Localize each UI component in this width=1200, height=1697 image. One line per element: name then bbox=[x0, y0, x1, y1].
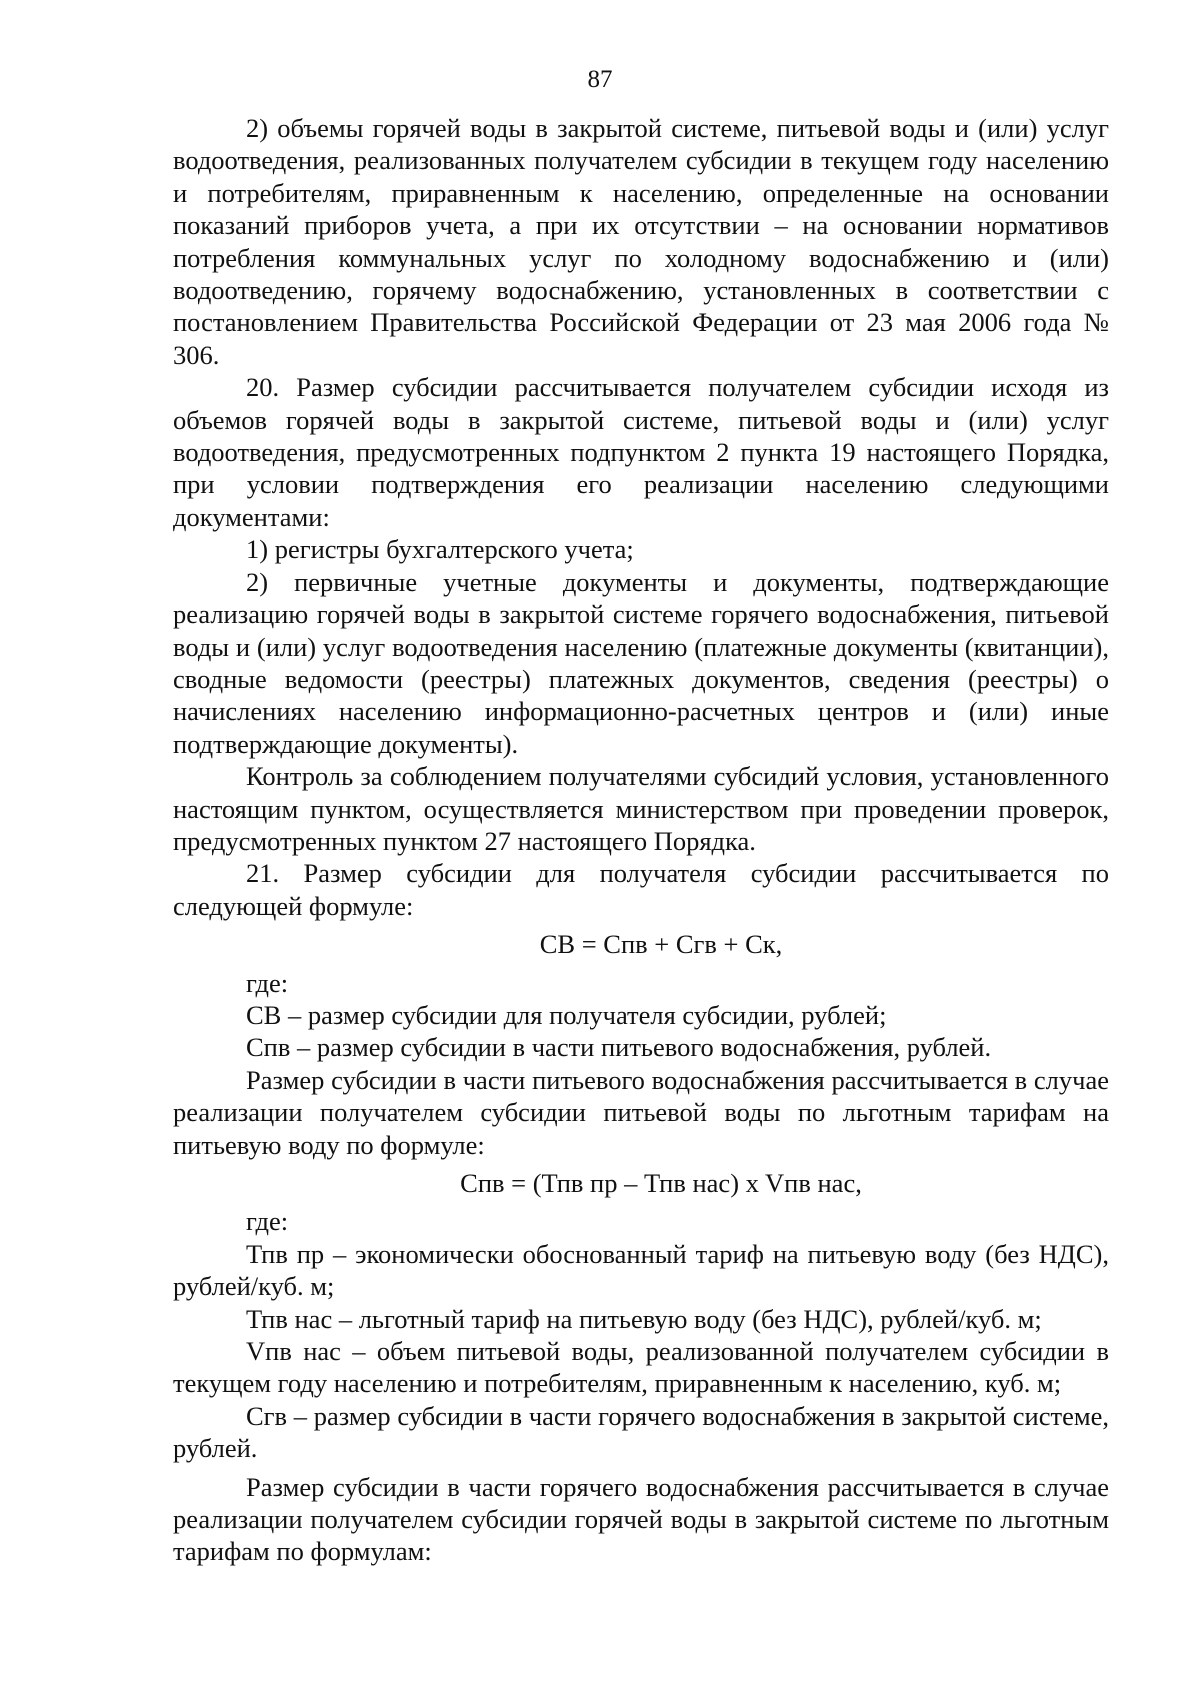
paragraph-hot-water-subsidy: Размер субсидии в части горячего водоснабжения рассчитывается в случае реализации получателем субсидии горячей воды в закрытой системе по льготным тарифам по формулам: bbox=[173, 1471, 1109, 1567]
formula-subsidy-total: СВ = Спв + Сгв + Ск, bbox=[539, 929, 783, 960]
paragraph-item-20: 20. Размер субсидии рассчитывается получателем субсидии исходя из объемов горячей воды в закрытой системе, питьевой воды и (или) услуг водоотведения, предусмотренных подпунктом 2 пункта 19 настоящего Порядка, при условии подтверждения его реализации населению следующими документами: bbox=[173, 372, 1109, 532]
page-number: 87 bbox=[587, 66, 613, 93]
definition-sv: СВ – размер субсидии для получателя субсидии, рублей; bbox=[246, 999, 887, 1030]
paragraph-subitem-2-volumes: 2) объемы горячей воды в закрытой системе, питьевой воды и (или) услуг водоотведения, реализованных получателем субсидии в текущем году населению и потребителям, приравненным к населению, определенные на основании показаний приборов учета, а при их отсутствии – на основании нормативов потребления коммунальных услуг по холодному водоснабжению и (или) водоотведению, горячему водоснабжению, установленных в соответствии с постановлением Правительства Российской Федерации от 23 мая 2006 года № 306. bbox=[173, 113, 1109, 370]
document-body bbox=[173, 112, 1109, 1568]
list-item-primary-documents: 2) первичные учетные документы и документы, подтверждающие реализацию горячей воды в закрытой системе горячего водоснабжения, питьевой воды и (или) услуг водоотведения населению (платежные документы (квитанции), сводные ведомости (реестры) платежных документов, сведения (реестры) о начислениях населению информационно-расчетных центров и (или) иные подтверждающие документы). bbox=[173, 566, 1109, 759]
definition-sgv: Сгв – размер субсидии в части горячего водоснабжения в закрытой системе, рублей. bbox=[173, 1400, 1109, 1464]
paragraph-control: Контроль за соблюдением получателями субсидий условия, установленного настоящим пунктом, осуществляется министерством при проведении проверок, предусмотренных пунктом 27 настоящего Порядка. bbox=[173, 761, 1109, 856]
definition-tpv-pr: Тпв пр – экономически обоснованный тариф на питьевую воду (без НДС), рублей/куб. м; bbox=[173, 1238, 1109, 1302]
list-item-accounting-registers: 1) регистры бухгалтерского учета; bbox=[246, 534, 634, 565]
paragraph-drinking-water-subsidy: Размер субсидии в части питьевого водоснабжения рассчитывается в случае реализации получателем субсидии питьевой воды по льготным тарифам на питьевую воду по формуле: bbox=[173, 1064, 1109, 1160]
definition-vpv-nas: Vпв нас – объем питьевой воды, реализованной получателем субсидии в текущем году населению и потребителям, приравненным к населению, куб. м; bbox=[173, 1336, 1109, 1399]
definition-tpv-nas: Тпв нас – льготный тариф на питьевую воду (без НДС), рублей/куб. м; bbox=[246, 1303, 1042, 1334]
formula-drinking-water: Спв = (Тпв пр – Тпв нас) x Vпв нас, bbox=[460, 1168, 862, 1198]
paragraph-item-21: 21. Размер субсидии для получателя субсидии рассчитывается по следующей формуле: bbox=[173, 858, 1109, 921]
paragraph-where-2: где: bbox=[246, 1206, 289, 1237]
paragraph-where-1: где: bbox=[246, 967, 289, 998]
definition-spv: Спв – размер субсидии в части питьевого водоснабжения, рублей. bbox=[246, 1032, 992, 1063]
